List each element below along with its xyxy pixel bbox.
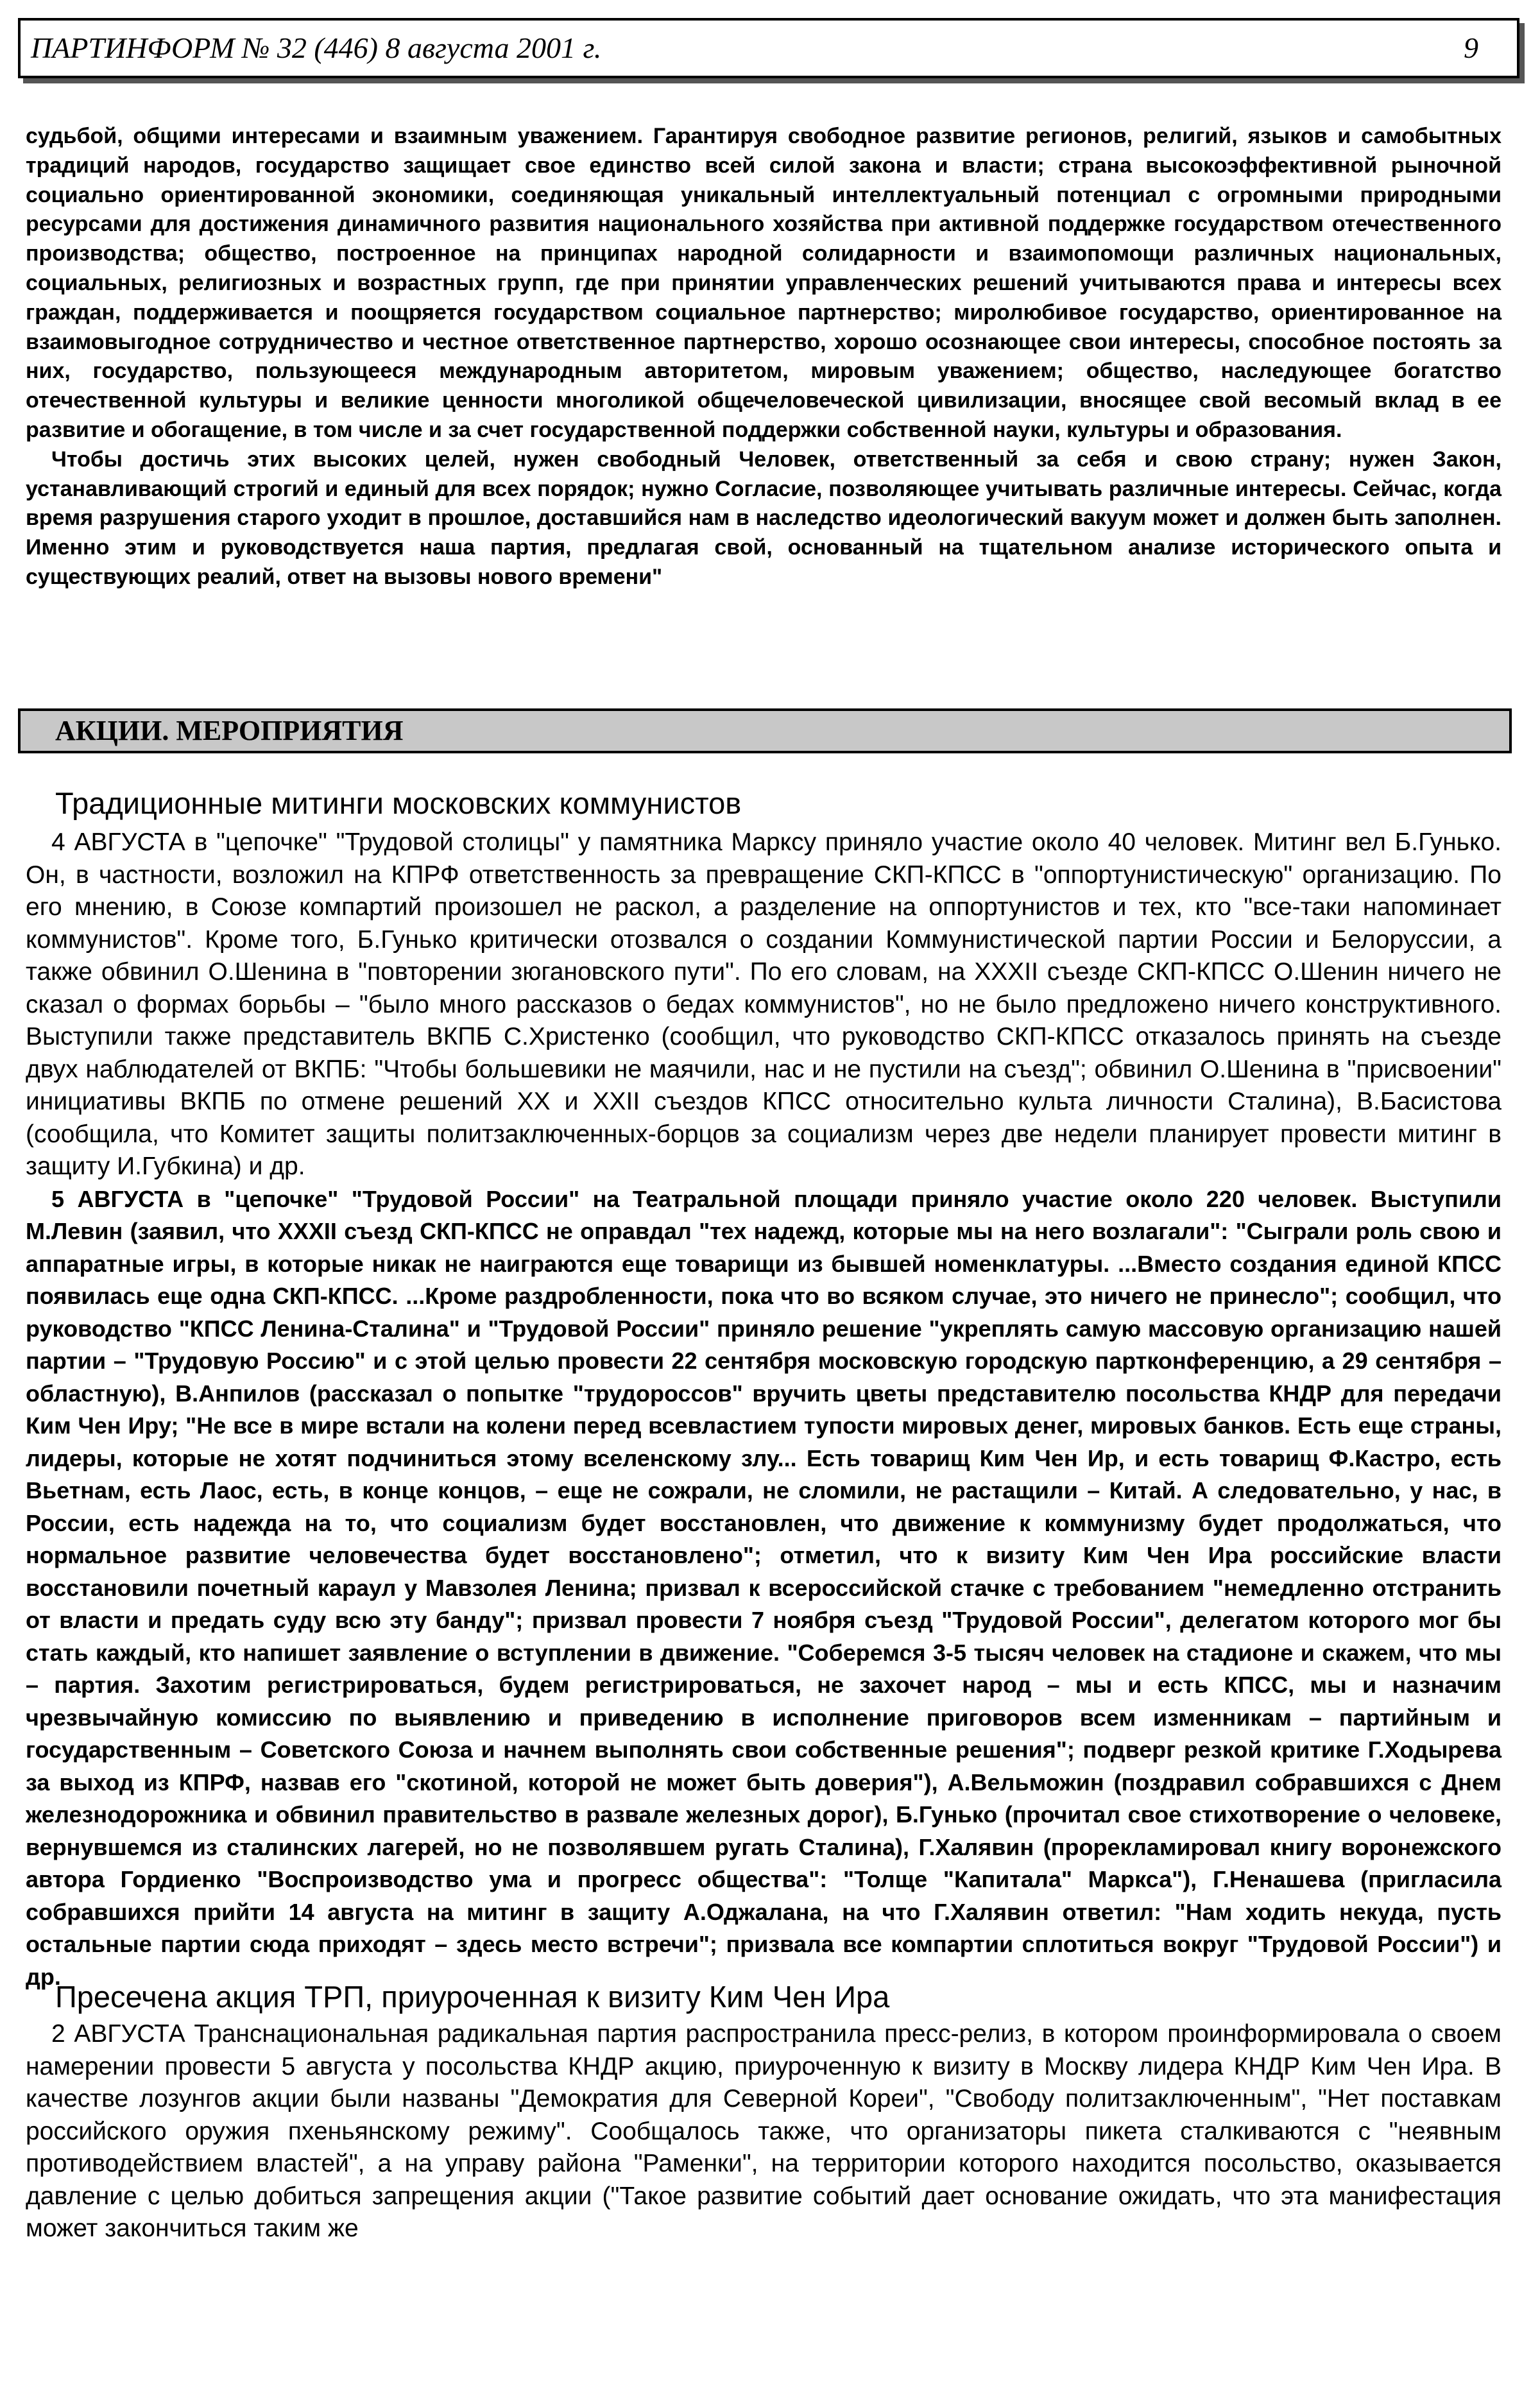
publication-title: ПАРТИНФОРМ № 32 (446) 8 августа 2001 г.	[31, 31, 602, 64]
article-2-headline: Пресечена акция ТРП, приуроченная к визиту Ким Чен Ира	[55, 1980, 890, 2014]
page-header	[18, 18, 1519, 78]
intro-paragraph-2: Чтобы достичь этих высоких целей, нужен свободный Человек, ответственный за себя и свою страну; нужен Закон, устанавливающий строгий и единый для всех порядок; нужно Согласие, позволяющее учитывать различные интересы. Сейчас, когда время разрушения старого уходит в прошлое, доставшийся нам в наследство идеологический вакуум может и должен быть заполнен. Именно этим и руководствуется наша партия, предлагая свой, основанный на тщательном анализе исторического опыта и существующих реалий, ответ на вызовы нового времени"	[26, 447, 1502, 589]
article-1-headline: Традиционные митинги московских коммунистов	[55, 786, 742, 820]
page-number: 9	[1464, 31, 1478, 64]
article-2-paragraph-1: 2 АВГУСТА Транснациональная радикальная партия распространила пресс-релиз, в котором проинформировала о своем намерении провести 5 августа у посольства КНДР акцию, приуроченную к визиту в Москву лидера КНДР Ким Чен Ира. В качестве лозунгов акции были названы "Демократия для Северной Кореи", "Свободу политзаключенным", "Нет поставкам российского оружия пхеньянскому режиму". Сообщалось также, что организаторы пикета сталкиваются с "неявным противодействием властей", а на управу района "Раменки", на территории которого находится посольство, оказывается давление с целью добиться запрещения акции ("Такое развитие событий дает основание ожидать, что эта манифестация может закончиться таким же	[26, 2020, 1502, 2242]
intro-text	[26, 122, 1502, 592]
intro-paragraph-1: судьбой, общими интересами и взаимным уважением. Гарантируя свободное развитие регионов, религий, языков и самобытных традиций народов, государство защищает свое единство всей силой закона и власти; страна высокоэффективной рыночной социально ориентированной экономики, соединяющая уникальный интеллектуальный потенциал с огромными природными ресурсами для достижения динамичного развития национального хозяйства при активной поддержке государством отечественного производства; общество, построенное на принципах народной солидарности и взаимопомощи различных национальных, социальных, религиозных и возрастных групп, где при принятии управленческих решений учитываются права и интересы всех граждан, поддерживается и поощряется государством социальное партнерство; миролюбивое государство, ориентированное на взаимовыгодное сотрудничество и честное ответственное партнерство, хорошо осознающее свои интересы, способное постоять за них, государство, пользующееся международным авторитетом, мировым уважением; общество, наследующее богатство отечественной культуры и великие ценности многоликой общечеловеческой цивилизации, вносящее свой весомый вклад в ее развитие и обогащение, в том числе и за счет государственной поддержки собственной науки, культуры и образования.	[26, 124, 1502, 442]
section-title: АКЦИИ. МЕРОПРИЯТИЯ	[18, 708, 1512, 753]
article-1-body	[26, 827, 1502, 1993]
article-1-paragraph-1: 4 АВГУСТА в "цепочке" "Трудовой столицы" у памятника Марксу приняло участие около 40 человек. Митинг вел Б.Гунько. Он, в частности, возложил на КПРФ ответственность за превращение СКП-КПСС в "оппортунистическую" организацию. По его мнению, в Союзе компартий произошел не раскол, а разделение на оппортунистов и тех, кто "все-таки напоминает коммунистов". Кроме того, Б.Гунько критически отозвался о создании Коммунистической партии России и Белоруссии, а также обвинил О.Шенина в "повторении зюгановского пути". По его словам, на XXXII съезде СКП-КПСС О.Шенин ничего не сказал о формах борьбы – "было много рассказов о бедах коммунистов", но не было предложено ничего конструктивного. Выступили также представитель ВКПБ С.Христенко (сообщил, что руководство СКП-КПСС отказалось принять на съезде двух наблюдателей от ВКПБ: "Чтобы большевики не маячили, нас и не пустили на съезд"; обвинил О.Шенина в "присвоении" инициативы ВКПБ по отмене решений ХХ и ХХII съездов КПСС относительно культа личности Сталина), В.Басистова (сообщила, что Комитет защиты политзаключенных-борцов за социализм через две недели планирует провести митинг в защиту И.Губкина) и др.	[26, 828, 1502, 1180]
article-2-body	[26, 2018, 1502, 2245]
article-1-paragraph-2: 5 АВГУСТА в "цепочке" "Трудовой России" на Театральной площади приняло участие около 220 человек. Выступили М.Левин (заявил, что XXXII съезд СКП-КПСС не оправдал "тех надежд, которые мы на него возлагали": "Сыграли роль свою и аппаратные игры, в которые никак не наиграются еще товарищи из бывшей номенклатуры. ...Вместо создания единой КПСС появилась еще одна СКП-КПСС. ...Кроме раздробленности, пока что во всяком случае, это ничего не принесло"; сообщил, что руководство "КПСС Ленина-Сталина" и "Трудовой России" приняло решение "укреплять самую массовую организацию нашей партии – "Трудовую Россию" и с этой целью провести 22 сентября московскую городскую партконференцию, а 29 сентября – областную), В.Анпилов (рассказал о попытке "трудороссов" вручить цветы представителю посольства КНДР для передачи Ким Чен Иру; "Не все в мире встали на колени перед всевластием тупости мировых денег, мировых банков. Есть еще страны, лидеры, которые не хотят подчиниться этому вселенскому злу... Есть товарищ Ким Чен Ир, и есть товарищ Ф.Кастро, есть Вьетнам, есть Лаос, есть, в конце концов, – еще не сожрали, не сломили, не растащили – Китай. А следовательно, у нас, в России, есть надежда на то, что социализм будет восстановлен, что движение к коммунизму будет продолжаться, что нормальное развитие человечества будет восстановлено"; отметил, что к визиту Ким Чен Ира российские власти восстановили почетный караул у Мавзолея Ленина; призвал к всероссийской стачке с требованием "немедленно отстранить от власти и предать суду всю эту банду"; призвал провести 7 ноября съезд "Трудовой России", делегатом которого мог бы стать каждый, кто напишет заявление о вступлении в движение. "Соберемся 3-5 тысяч человек на стадионе и скажем, что мы – партия. Захотим регистрироваться, будем регистрироваться, не захочет народ – мы и есть КПСС, мы и назначим чрезвычайную комиссию по выявлению и приведению в исполнение приговоров всем изменникам – партийным и государственным – Советского Союза и начнем выполнять свои собственные решения"; подверг резкой критике Г.Ходырева за выход из КПРФ, назвав его "скотиной, которой не может быть доверия"), А.Вельможин (поздравил собравшихся с Днем железнодорожника и обвинил правительство в развале железных дорог), Б.Гунько (прочитал свое стихотворение о человеке, вернувшемся из сталинских лагерей, но не позволявшем ругать Сталина), Г.Халявин (прорекламировал книгу воронежского автора Гордиенко "Воспроизводство ума и прогресс общества": "Толще "Капитала" Маркса"), Г.Ненашева (пригласила собравшихся прийти 14 августа на митинг в защиту А.Оджалана, на что Г.Халявин ответил: "Нам ходить некуда, пусть остальные партии сюда приходят – здесь место встречи"; призвала все компартии сплотиться вокруг "Трудовой России") и др.	[26, 1185, 1502, 1990]
